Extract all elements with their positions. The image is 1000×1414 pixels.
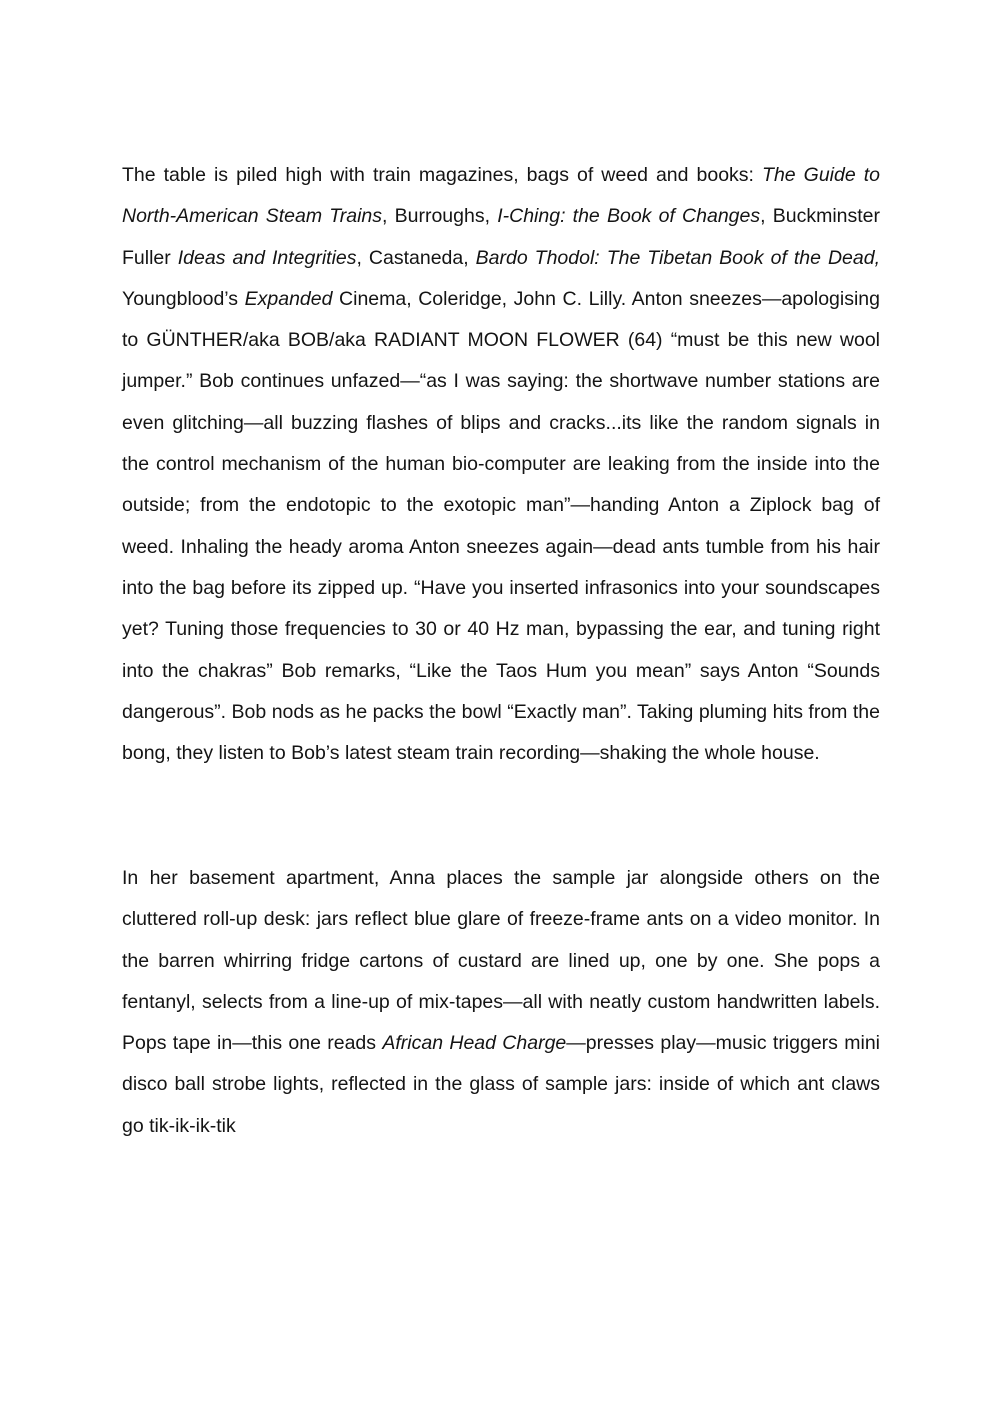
text-segment: The table is piled high with train magazines, bags of weed and books: [122,164,763,186]
text-segment: —presses play—music triggers mini disco ball strobe lights, reflected in the glass of sample jars: inside of which ant claws go tik-ik-ik-tik [122,1032,880,1137]
text-segment: In her basement apartment, Anna places the sample jar alongside others on the cluttered roll-up desk: jars reflect blue glare of freeze-frame ants on a video monitor. In the barren whirring fridge cartons of custard are lined up, one by one. She pops a fentanyl, selects from a line-up of mix-tapes—all with neatly custom handwritten labels. Pops tape in—this one reads [122,867,880,1055]
book-title: I-Ching: the Book of Changes [497,205,761,228]
book-title: Bardo Thodol: The Tibetan Book of the Dead, [475,246,880,269]
book-title: Expanded [244,287,333,310]
text-segment: Cinema, Coleridge, John C. Lilly. Anton sneezes—apologising to GÜNTHER/aka BOB/aka RADIANT MOON FLOWER (64) “must be this new wool jumper.” Bob continues unfazed—“as I was saying: the shortwave number stations are even glitching—all buzzing flashes of blips and cracks...its like the random signals in the control mechanism of the human bio-computer are leaking from the inside into the outside; from the endotopic to the exotopic man”—handing Anton a Ziplock bag of weed. Inhaling the heady aroma Anton sneezes again—dead ants tumble from his hair into the bag before its zipped up. “Have you inserted infrasonics into your soundscapes yet? Tuning those frequencies to 30 or 40 Hz man, bypassing the ear, and tuning right into the chakras” Bob remarks, “Like the Taos Hum you mean” says Anton “Sounds dangerous”. Bob nods as he packs the bowl “Exactly man”. Taking pluming hits from the bong, they listen to Bob’s latest steam train recording—shaking the whole house. [122,287,880,765]
tape-title: African Head Charge [382,1032,567,1055]
book-title: Ideas and Integrities [177,246,357,269]
text-segment: , Buckminster Fuller [122,205,881,269]
book-title: The Guide to North-American Steam Trains [122,164,881,228]
paragraph [122,155,880,774]
paragraph [122,858,880,1147]
text-segment: , Burroughs, [382,205,498,228]
text-segment: , Castaneda, [356,246,476,269]
text-segment: Youngblood’s [122,287,245,310]
